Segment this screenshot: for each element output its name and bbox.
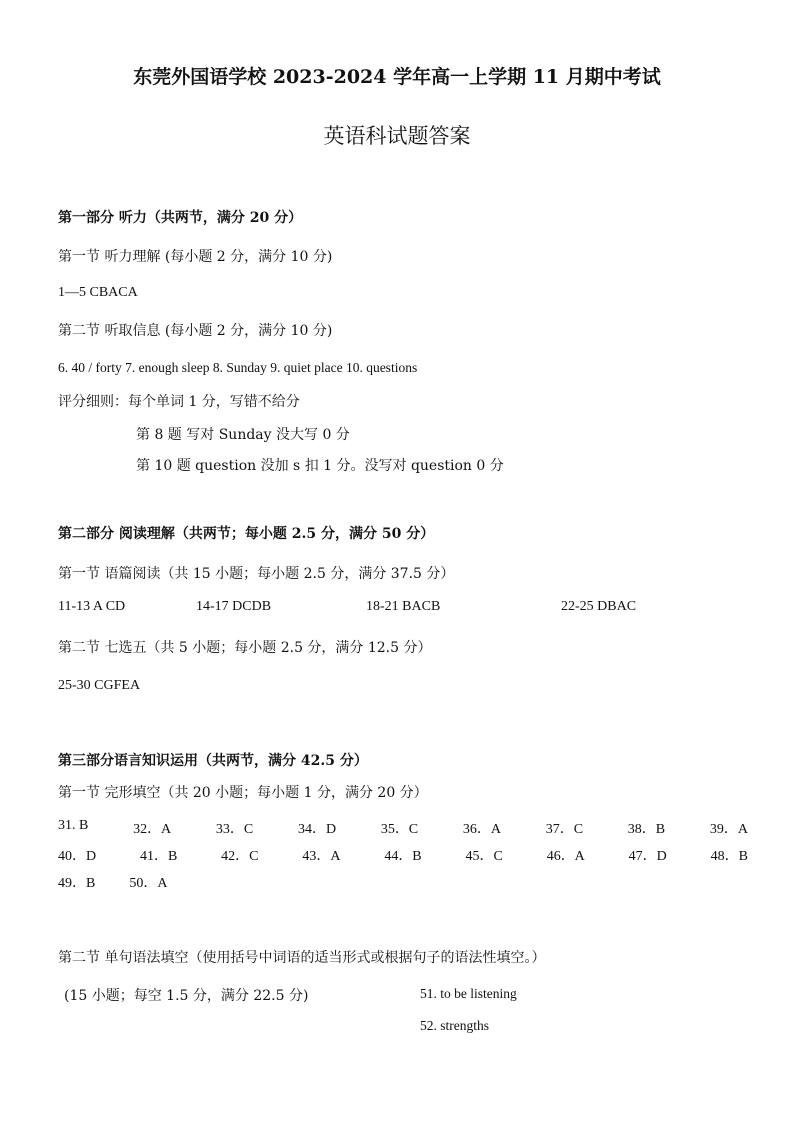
answer-group: 22-25 DBAC: [561, 599, 637, 614]
cloze-answer: 49．B: [58, 876, 96, 891]
cloze-answer: 35．C: [380, 822, 419, 837]
answer-group: 14-17 DCDB: [196, 599, 272, 614]
part1-section1-answers: 1—5 CBACA: [58, 285, 138, 300]
cloze-answer: 32．A: [133, 822, 172, 837]
cloze-answer: 38．B: [627, 822, 666, 837]
cloze-answer: 36．A: [462, 822, 501, 837]
cloze-answer: 31. B: [58, 818, 89, 833]
document-title: 东莞外国语学校 2023-2024 学年高一上学期 11 月期中考试: [133, 66, 661, 88]
cloze-answer: 40．D: [58, 849, 97, 864]
cloze-answer: 46．A: [546, 849, 585, 864]
part1-heading: 第一部分 听力（共两节，满分 20 分）: [58, 210, 303, 226]
cloze-answers-row-1: [58, 818, 748, 838]
part3-heading: 第三部分语言知识运用（共两节，满分 42.5 分）: [58, 753, 368, 769]
cloze-answer: 48．B: [710, 849, 748, 864]
scoring-rules-label: 评分细则：每个单词 1 分，写错不给分: [58, 394, 300, 410]
cloze-answers-row-2: [58, 845, 748, 865]
scoring-rule-8: 第 8 题 写对 Sunday 没大写 0 分: [136, 427, 350, 443]
part1-section2-answers: 6. 40 / forty 7. enough sleep 8. Sunday 9. quiet place 10. questions: [58, 360, 418, 375]
part1-section1-heading: 第一节 听力理解 (每小题 2 分，满分 10 分): [58, 249, 333, 265]
part2-section2-heading: 第二节 七选五（共 5 小题；每小题 2.5 分，满分 12.5 分）: [58, 640, 432, 656]
part3-section2-heading: 第二节 单句语法填空（使用括号中词语的适当形式或根据句子的语法性填空。）: [58, 950, 546, 966]
cloze-answer: 47．D: [628, 849, 667, 864]
part3-section2-note: (15 小题；每空 1.5 分，满分 22.5 分): [64, 988, 309, 1004]
cloze-answer: 37．C: [545, 822, 584, 837]
part3-section1-heading: 第一节 完形填空（共 20 小题；每小题 1 分，满分 20 分）: [58, 785, 428, 801]
cloze-answer: 44．B: [384, 849, 422, 864]
cloze-answer: 50．A: [129, 876, 168, 891]
answer-group: 18-21 BACB: [366, 599, 441, 614]
scoring-rule-10: 第 10 题 question 没加 s 扣 1 分。没写对 question 0 分: [136, 458, 504, 474]
document-subtitle: 英语科试题答案: [323, 124, 471, 148]
cloze-answer: 39．A: [709, 822, 748, 837]
cloze-answer: 45．C: [465, 849, 503, 864]
part2-heading: 第二部分 阅读理解（共两节；每小题 2.5 分，满分 50 分）: [58, 526, 435, 542]
cloze-answers-row-3: [58, 872, 748, 892]
part1-section2-heading: 第二节 听取信息 (每小题 2 分，满分 10 分): [58, 323, 333, 339]
cloze-answer: 43．A: [302, 849, 341, 864]
part2-section2-answers: 25-30 CGFEA: [58, 678, 141, 693]
cloze-answer: 41．B: [139, 849, 178, 864]
cloze-answer: 42．C: [221, 849, 259, 864]
cloze-answer: 33．C: [215, 822, 254, 837]
cloze-answer: 34．D: [297, 822, 337, 837]
grammar-answer: 51. to be listening: [420, 986, 517, 1001]
grammar-answer: 52. strengths: [420, 1018, 489, 1033]
part2-section1-heading: 第一节 语篇阅读（共 15 小题；每小题 2.5 分，满分 37.5 分）: [58, 566, 455, 582]
answer-group: 11-13 A CD: [58, 599, 126, 614]
